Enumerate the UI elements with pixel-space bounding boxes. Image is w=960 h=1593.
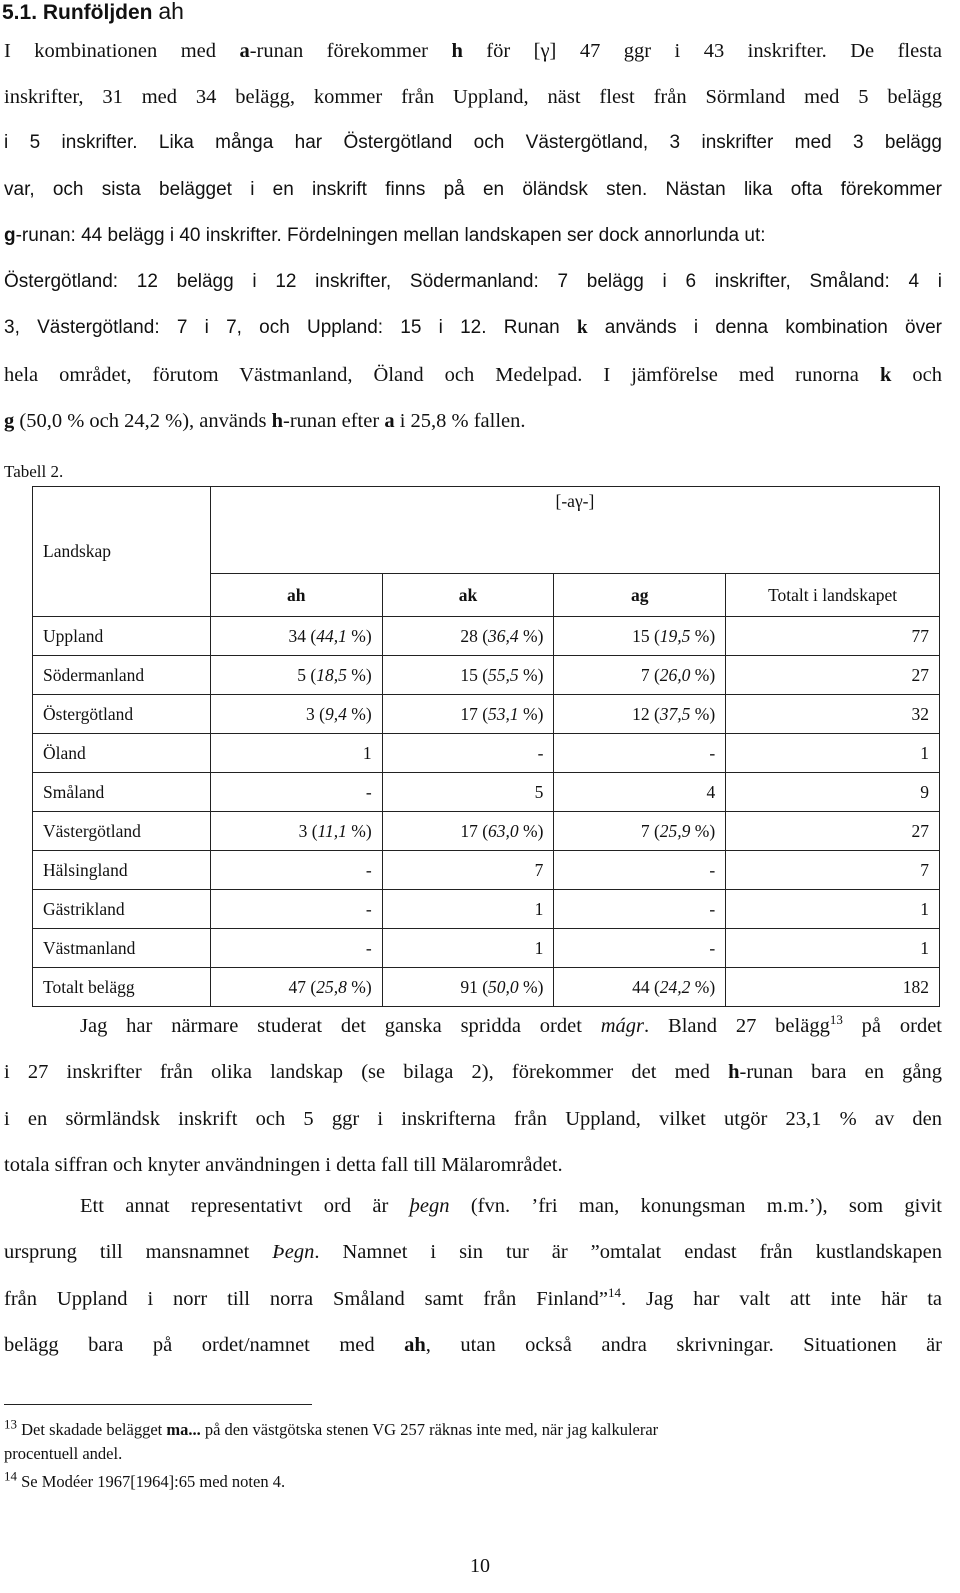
p1-line-9: g (50,0 % och 24,2 %), används h-runan efter a i 25,8 % fallen. xyxy=(4,410,526,433)
cell-ah: - xyxy=(210,851,382,890)
cell-ah: 1 xyxy=(210,734,382,773)
p3-line-3: från Uppland i norr till norra Småland samt från Finland”$^{14}$. Jag har valt att inte här ta xyxy=(4,1284,942,1310)
p1-line-1: I kombinationen med a-runan förekommer h för [γ] 47 ggr i 43 inskrifter. De flesta xyxy=(4,40,942,62)
cell-ak: 17 (63,0 %) xyxy=(382,812,554,851)
col-header-ag: ag xyxy=(554,574,726,617)
cell-total: 1 xyxy=(726,929,940,968)
cell-ah: - xyxy=(210,773,382,812)
cell-total: 7 xyxy=(726,851,940,890)
cell-ah: - xyxy=(210,890,382,929)
cell-ag: - xyxy=(554,929,726,968)
col-header-ak: ak xyxy=(382,574,554,617)
cell-ak: - xyxy=(382,734,554,773)
cell-total: 32 xyxy=(726,695,940,734)
cell-ak: 91 (50,0 %) xyxy=(382,968,554,1007)
cell-ak: 17 (53,1 %) xyxy=(382,695,554,734)
p1-line-2: inskrifter, 31 med 34 belägg, kommer från Uppland, näst flest från Sörmland med 5 belägg xyxy=(4,86,942,108)
cell-ak: 7 xyxy=(382,851,554,890)
cell-ak: 28 (36,4 %) xyxy=(382,617,554,656)
p1-line-6: Östergötland: 12 belägg i 12 inskrifter, Södermanland: 7 belägg i 6 inskrifter, Småland: 4 i xyxy=(4,271,942,293)
paragraph-3 xyxy=(4,1183,942,1368)
table-row xyxy=(33,812,940,851)
p1-line-5: g-runan: 44 belägg i 40 inskrifter. Fördelningen mellan landskapen ser dock annorlunda ut: xyxy=(4,224,766,246)
section-heading xyxy=(2,0,184,25)
row-landskap: Småland xyxy=(33,773,211,812)
cell-ah: 5 (18,5 %) xyxy=(210,656,382,695)
table-row xyxy=(33,617,940,656)
cell-total: 1 xyxy=(726,890,940,929)
footnote-14: $^{14}$ Se Modéer 1967[1964]:65 med noten 4. xyxy=(4,1468,286,1491)
cell-ah: - xyxy=(210,929,382,968)
p3-line-4: belägg bara på ordet/namnet med ah, utan också andra skrivningar. Situationen är xyxy=(4,1333,942,1356)
row-landskap: Östergötland xyxy=(33,695,211,734)
p2-line-2: i 27 inskrifter från olika landskap (se bilaga 2), förekommer det med h-runan bara en gång xyxy=(4,1061,942,1084)
row-landskap: Hälsingland xyxy=(33,851,211,890)
cell-total: 1 xyxy=(726,734,940,773)
row-landskap: Gästrikland xyxy=(33,890,211,929)
footnote-13: $^{13}$ Det skadade belägget ma... på den västgötska stenen VG 257 räknas inte med, när jag kalkulerar procentuell andel. xyxy=(4,1416,659,1463)
table-row xyxy=(33,695,940,734)
row-landskap: Södermanland xyxy=(33,656,211,695)
cell-ag: 44 (24,2 %) xyxy=(554,968,726,1007)
table-caption: Tabell 2. xyxy=(4,462,64,481)
paragraph-1-sans xyxy=(4,74,942,352)
p3-line-1: Ett annat representativt ord är þegn (fvn. ’fri man, konungsman m.m.’), som givit xyxy=(80,1195,942,1217)
paragraph-1-end xyxy=(4,352,942,445)
cell-ag: 15 (19,5 %) xyxy=(554,617,726,656)
paragraph-1 xyxy=(4,28,942,74)
col-header-ah: ah xyxy=(210,574,382,617)
table-row xyxy=(33,968,940,1007)
p2-line-4: totala siffran och knyter användningen i detta fall till Mälarområdet. xyxy=(4,1153,563,1176)
cell-total: 27 xyxy=(726,656,940,695)
cell-ak: 1 xyxy=(382,929,554,968)
row-landskap: Västmanland xyxy=(33,929,211,968)
p1-line-4: var, och sista belägget i en inskrift finns på en öländsk sten. Nästan lika ofta förekommer xyxy=(4,178,942,200)
cell-ah: 47 (25,8 %) xyxy=(210,968,382,1007)
footnote-14-marker: 14 xyxy=(4,1468,17,1484)
row-landskap: Öland xyxy=(33,734,211,773)
table-row xyxy=(33,929,940,968)
cell-ag: - xyxy=(554,890,726,929)
cell-total: 77 xyxy=(726,617,940,656)
cell-total: 9 xyxy=(726,773,940,812)
data-table xyxy=(32,486,940,1007)
row-landskap: Totalt belägg xyxy=(33,968,211,1007)
cell-ak: 15 (55,5 %) xyxy=(382,656,554,695)
row-landskap: Uppland xyxy=(33,617,211,656)
cell-ag: - xyxy=(554,851,726,890)
cell-ah: 3 (11,1 %) xyxy=(210,812,382,851)
cell-ag: 7 (25,9 %) xyxy=(554,812,726,851)
p3-line-2: ursprung till mansnamnet Þegn. Namnet i sin tur är ”omtalat endast från kustlandskapen xyxy=(4,1241,943,1264)
p1-line-3: i 5 inskrifter. Lika många har Östergötland och Västergötland, 3 inskrifter med 3 belägg xyxy=(4,132,942,154)
cell-ah: 3 (9,4 %) xyxy=(210,695,382,734)
cell-ak: 1 xyxy=(382,890,554,929)
p2-line-3: i en sörmländsk inskrift och 5 ggr i inskrifterna från Uppland, vilket utgör 23,1 % av den xyxy=(4,1107,942,1130)
heading-text: 5.1. Runföljden xyxy=(2,1,159,24)
heading-runes: ah xyxy=(158,0,184,24)
table-row xyxy=(33,656,940,695)
cell-ak: 5 xyxy=(382,773,554,812)
cell-ag: 4 xyxy=(554,773,726,812)
cell-ag: - xyxy=(554,734,726,773)
table-row xyxy=(33,851,940,890)
cell-total: 27 xyxy=(726,812,940,851)
page-number: 10 xyxy=(470,1555,490,1577)
footnote-13-cont: procentuell andel. xyxy=(4,1444,123,1463)
p1-line-7: 3, Västergötland: 7 i 7, och Uppland: 15 i 12. Runan k används i denna kombination över xyxy=(4,317,942,339)
p1-line-8: hela området, förutom Västmanland, Öland och Medelpad. I jämförelse med runorna k och xyxy=(4,364,942,386)
landskap-header: Landskap xyxy=(33,487,211,617)
p2-line-1: Jag har närmare studerat det ganska spridda ordet mágr. Bland 27 belägg$^{13}$ på ordet xyxy=(80,1012,942,1037)
col-header-total: Totalt i landskapet xyxy=(726,574,940,617)
paragraph-2 xyxy=(4,1003,942,1188)
table-row xyxy=(33,890,940,929)
group-header: [-aγ-] xyxy=(210,487,939,574)
table-header-row-top xyxy=(33,487,940,574)
row-landskap: Västergötland xyxy=(33,812,211,851)
cell-total: 182 xyxy=(726,968,940,1007)
cell-ag: 12 (37,5 %) xyxy=(554,695,726,734)
table-row xyxy=(33,734,940,773)
cell-ah: 34 (44,1 %) xyxy=(210,617,382,656)
cell-ag: 7 (26,0 %) xyxy=(554,656,726,695)
table-row xyxy=(33,773,940,812)
footnote-divider xyxy=(4,1404,312,1405)
footnote-13-marker: 13 xyxy=(4,1416,17,1432)
